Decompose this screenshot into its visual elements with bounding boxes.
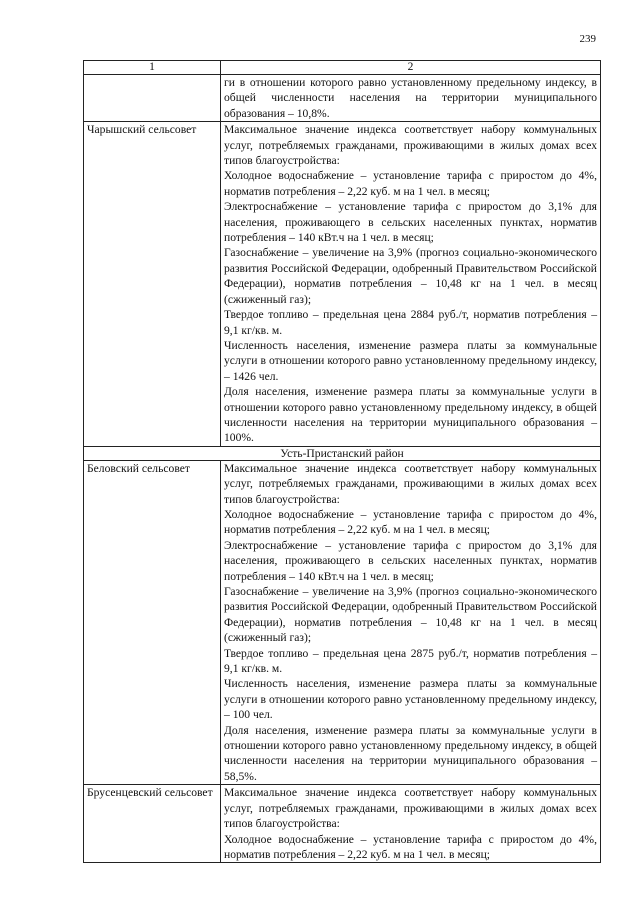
paragraph: Максимальное значение индекса соответствует набору коммунальных услуг, потребляемых гражданами, проживающими в жилых домах всех типов благоустройства: [224,123,597,168]
continuation-name-cell [84,75,221,122]
paragraph: Численность населения, изменение размера платы за коммунальные услуги в отношении которого равно установленному предельному индексу, – 1426 чел. [224,338,597,383]
municipality-name: Беловский сельсовет [84,460,221,785]
paragraph: Газоснабжение – увеличение на 3,9% (прогноз социально-экономического развития Российской Федерации, одобренный Правительством Российской Федерации), норматив потребления – 10,48 кг на 1 чел. в месяц (сжиженный газ); [224,585,597,645]
municipality-name: Чарышский сельсовет [84,122,221,447]
paragraph: Твердое топливо – предельная цена 2884 руб./т, норматив потребления – 9,1 кг/кв. м. [224,308,597,337]
paragraph: Электроснабжение – установление тарифа с приростом до 3,1% для населения, проживающего в сельских населенных пунктах, норматив потребления – 140 кВт.ч на 1 чел. в месяц; [224,538,597,583]
continuation-paragraph: ги в отношении которого равно установленному предельному индексу, в общей численности населения на территории муниципального образования – 10,8%. [224,76,597,120]
paragraph: Численность населения, изменение размера платы за коммунальные услуги в отношении которого равно установленному предельному индексу, – 100 чел. [224,677,597,722]
paragraph: Холодное водоснабжение – установление тарифа с приростом до 4%, норматив потребления – 2,22 куб. м на 1 чел. в месяц; [224,507,597,537]
paragraph: Электроснабжение – установление тарифа с приростом до 3,1% для населения, проживающего в сельских населенных пунктах, норматив потребления – 140 кВт.ч на 1 чел. в месяц; [224,200,597,245]
district-heading: Усть-Пристанский район [84,446,601,460]
paragraph: Доля населения, изменение размера платы за коммунальные услуги в отношении которого равно установленному предельному индексу, в общей численности населения на территории муниципального образования – 58,5%. [224,723,597,783]
table-row [84,460,601,785]
paragraph: Холодное водоснабжение – установление тарифа с приростом до 4%, норматив потребления – 2,22 куб. м на 1 чел. в месяц; [224,832,597,861]
paragraph: Газоснабжение – увеличение на 3,9% (прогноз социально-экономического развития Российской Федерации, одобренный Правительством Российской Федерации), норматив потребления – 10,48 кг на 1 чел. в месяц (сжиженный газ); [224,246,597,306]
table-row [84,122,601,447]
page-number: 239 [579,33,596,45]
paragraph: Холодное водоснабжение – установление тарифа с приростом до 4%, норматив потребления – 2,22 куб. м на 1 чел. в месяц; [224,169,597,198]
continuation-row [84,75,601,122]
table-header-row [84,61,601,75]
municipality-name: Брусенцевский сельсовет [84,785,221,863]
continuation-text-cell [221,75,601,122]
paragraph: Твердое топливо – предельная цена 2875 руб./т, норматив потребления – 9,1 кг/кв. м. [224,646,597,676]
paragraph: Максимальное значение индекса соответствует набору коммунальных услуг, потребляемых гражданами, проживающими в жилых домах всех типов благоустройства: [224,461,597,506]
paragraph: Максимальное значение индекса соответствует набору коммунальных услуг, потребляемых гражданами, проживающими в жилых домах всех типов благоустройства: [224,786,597,831]
index-table [83,60,601,863]
paragraph: Доля населения, изменение размера платы за коммунальные услуги в отношении которого равно установленному предельному индексу, в общей численности населения на территории муниципального образования – 100%. [224,385,597,445]
column-header-2: 2 [221,61,601,75]
municipality-description [221,785,601,863]
column-header-1: 1 [84,61,221,75]
table-row [84,785,601,863]
municipality-description [221,122,601,447]
district-row [84,446,601,460]
municipality-description [221,460,601,785]
